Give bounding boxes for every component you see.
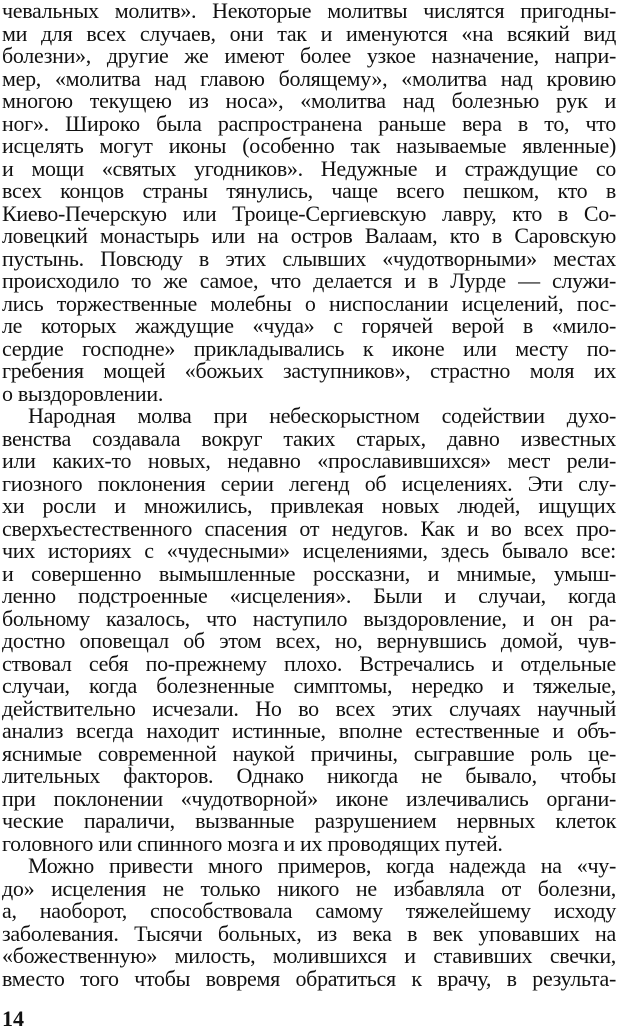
text-line: головного или спинного мозга и их проводящих путей. <box>2 830 503 856</box>
text-line: Киево-Печерскую или Троице-Сергиевскую лавру, кто в Со- <box>2 200 616 226</box>
text-line: случаи, когда болезненные симптомы, нередко и тяжелые, <box>2 673 616 698</box>
text-line: яснимые современной наукой причины, сыгравшие роль це- <box>2 740 616 766</box>
text-line: а, наоборот, способствовала самому тяжелейшему исходу <box>2 898 616 923</box>
text-line: происходило то же самое, что делается и в Лурде — служи- <box>2 268 616 293</box>
text-line: чевальных молитв». Некоторые молитвы числятся пригодны- <box>2 0 616 23</box>
text-line: ческие параличи, вызванные разрушением нервных клеток <box>2 808 616 833</box>
page-body <box>2 0 616 990</box>
text-line: венства создавала вокруг таких старых, давно известных <box>2 425 616 451</box>
text-line: достно оповещал об этом всех, но, вернувшись домой, чув- <box>2 628 616 653</box>
page-number: 14 <box>2 1006 24 1031</box>
text-line: многою текущею из носа», «молитва над болезнью рук и <box>2 88 616 113</box>
text-line: болезни», другие же имеют более узкое назначение, напри- <box>2 43 616 68</box>
text-line: лительных факторов. Однако никогда не бывало, чтобы <box>2 763 616 788</box>
text-line: всех концов страны тянулись, чаще всего пешком, кто в <box>2 178 616 203</box>
text-line: хи росли и множились, привлекая новых людей, ищущих <box>2 493 616 518</box>
text-line: лись торжественные молебны о ниспослании исцелений, пос- <box>2 290 616 316</box>
text-line: Народная молва при небескорыстном содействии духо- <box>28 403 616 428</box>
text-line: вместо того чтобы вовремя обратиться к врачу, в результа- <box>2 965 616 991</box>
text-line: Можно привести много примеров, когда надежда на «чу- <box>28 853 616 878</box>
text-line: ленно подстроенные «исцеления». Были и случаи, когда <box>2 583 616 608</box>
text-line: и совершенно вымышленные россказни, и мнимые, умыш- <box>2 560 616 586</box>
text-line: и мощи «святых угодников». Недужные и страждущие со <box>2 155 616 181</box>
text-line: чих историях с «чудесными» исцелениями, здесь бывало все: <box>2 538 616 563</box>
text-line: ствовал себя по-прежнему плохо. Встречались и отдельные <box>2 650 616 676</box>
text-line: ле которых жаждущие «чуда» с горячей верой в «мило- <box>2 313 616 338</box>
text-line: пустынь. Повсюду в этих слывших «чудотворными» местах <box>2 245 616 271</box>
text-line: исцелять могут иконы (особенно так называемые явленные) <box>2 133 616 158</box>
text-line: гребения мощей «божьих заступников», страстно моля их <box>2 358 616 383</box>
text-line: сердие господне» прикладывались к иконе или месту по- <box>2 335 616 361</box>
text-line: мер, «молитва над главою болящему», «молитва над кровию <box>2 65 616 91</box>
text-line: при поклонении «чудотворной» иконе излечивались органи- <box>2 785 616 811</box>
text-line: гиозного поклонения серии легенд об исцелениях. Эти слу- <box>2 470 616 496</box>
text-line: сверхъестественного спасения от недугов. Как и во всех про- <box>2 515 616 541</box>
text-line: заболевания. Тысячи больных, из века в век уповавших на <box>2 920 616 946</box>
text-line: действительно исчезали. Но во всех этих случаях научный <box>2 695 616 721</box>
text-line: до» исцеления не только никого не избавляла от болезни, <box>2 875 616 901</box>
text-line: ловецкий монастырь или на остров Валаам, кто в Саровскую <box>2 223 616 248</box>
text-line: о выздоровлении. <box>2 380 164 406</box>
text-line: анализ всегда находит истинные, вполне естественные и объ- <box>2 718 616 743</box>
text-line: или каких-то новых, недавно «прославившихся» мест рели- <box>2 448 616 473</box>
text-line: ног». Широко была распространена раньше вера в то, что <box>2 110 616 136</box>
text-line: ми для всех случаев, они так и именуются «на всякий вид <box>2 20 616 46</box>
text-line: больному казалось, что наступило выздоровление, и он ра- <box>2 605 616 631</box>
text-line: «божественную» милость, молившихся и ставивших свечки, <box>2 943 616 968</box>
